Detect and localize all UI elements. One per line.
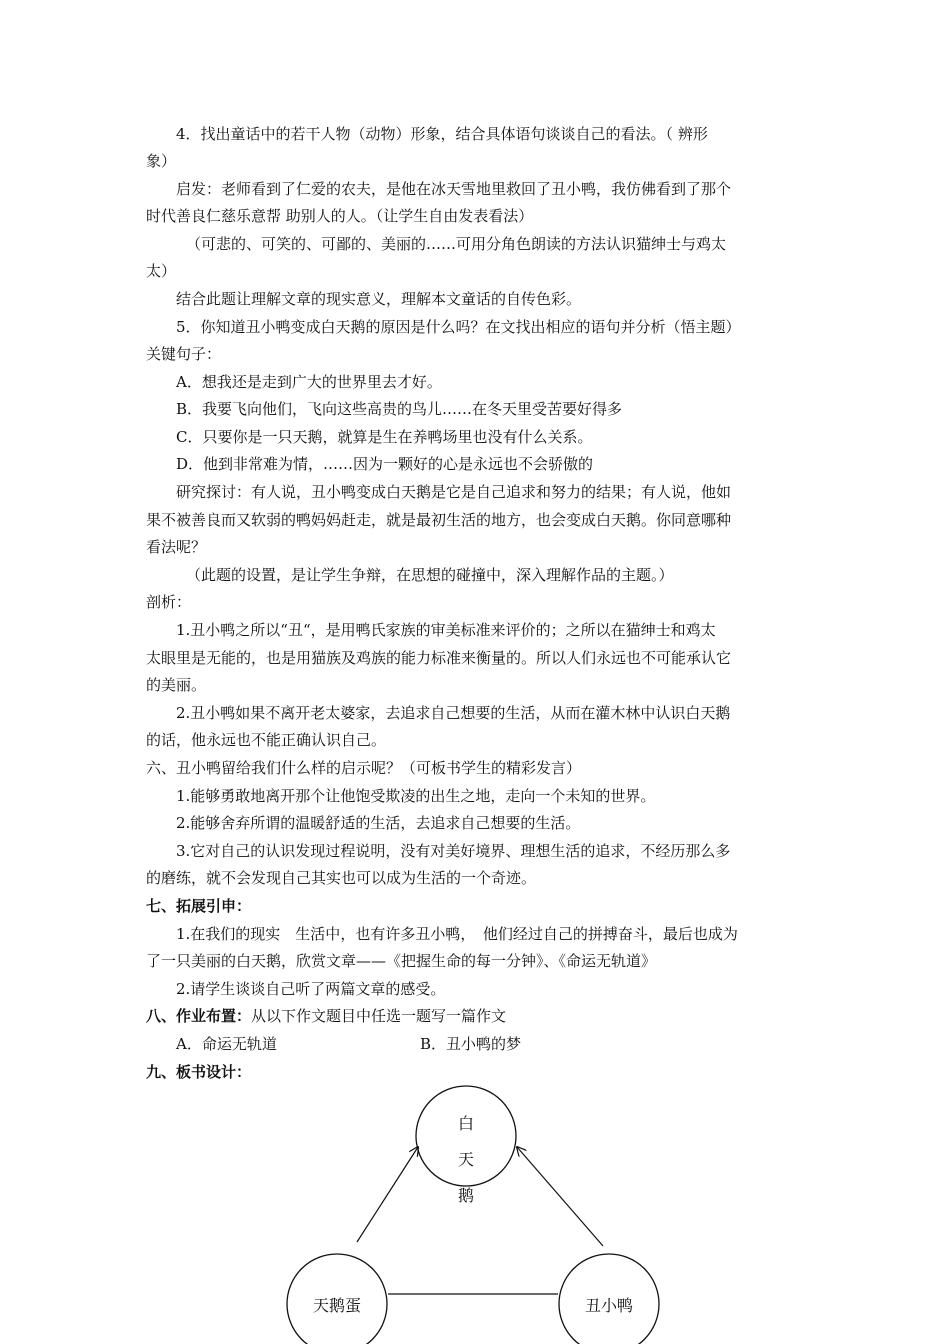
text-line: 3.它对自己的认识发现过程说明，没有对美好境界、理想生活的追求，不经历那么多 (176, 842, 731, 860)
swan-char-3: 鹅 (457, 1186, 475, 1205)
text-line: 2.丑小鸭如果不离开老太婆家，去追求自己想要的生活，从而在灌木林中认识白天鹅 (176, 704, 731, 722)
key-sentence-a: A．想我还是走到广大的世界里去才好。 (176, 373, 442, 391)
text-line: 果不被善良而又软弱的鸭妈妈赶走，就是最初生活的地方，也会变成白天鹅。你同意哪种 (146, 511, 732, 529)
text-line: 时代善良仁慈乐意帮 助别人的人。（让学生自由发表看法） (146, 207, 534, 225)
text-line: 2.请学生谈谈自己听了两篇文章的感受。 (176, 980, 446, 998)
text-line: 太眼里是无能的，也是用猫族及鸡族的能力标准来衡量的。所以人们永远也不可能承认它 (146, 649, 732, 667)
text-line: （此题的设置，是让学生争辩，在思想的碰撞中，深入理解作品的主题。） (186, 566, 674, 584)
text-line: （可悲的、可笑的、可鄙的、美丽的……可用分角色朗读的方法认识猫绅士与鸡太 (186, 235, 727, 253)
key-sentence-c: C．只要你是一只天鹅，就算是生在养鸭场里也没有什么关系。 (176, 428, 593, 446)
text-line: 的话，他永远也不能正确认识自己。 (146, 731, 387, 749)
homework-text: 从以下作文题目中任选一题写一篇作文 (251, 1007, 507, 1025)
text-line: 启发：老师看到了仁爱的农夫，是他在冰天雪地里救回了丑小鸭，我仿佛看到了那个 (176, 180, 732, 198)
text-line: 1.能够勇敢地离开那个让他饱受欺凌的出生之地，走向一个未知的世界。 (176, 787, 656, 805)
text-line: 看法呢？ (146, 538, 207, 556)
egg-label: 天鹅蛋 (312, 1296, 362, 1315)
homework-option-a: A．命运无轨道 (176, 1035, 277, 1053)
homework-option-b: B．丑小鸭的梦 (420, 1035, 522, 1053)
text-line: 的磨练，就不会发现自己其实也可以成为生活的一个奇迹。 (146, 869, 537, 887)
text-line: 1.在我们的现实 生活中，也有许多丑小鸭， 他们经过自己的拼搏奋斗，最后也成为 (176, 925, 738, 943)
text-line: 的美丽。 (146, 676, 207, 694)
swan-char-2: 天 (457, 1150, 475, 1169)
question-5: 5．你知道丑小鸭变成白天鹅的原因是什么吗？在文找出相应的语句并分析（悟主题） (176, 318, 741, 336)
duckling-label: 丑小鸭 (584, 1296, 634, 1315)
text-line: 剖析： (146, 593, 192, 611)
text-line: 关键句子： (146, 345, 222, 363)
homework-heading: 八、作业布置： (146, 1007, 252, 1025)
text-line: 结合此题让理解文章的现实意义，理解本文童话的自传色彩。 (176, 290, 582, 308)
text-line: 了一只美丽的白天鹅，欣赏文章——《把握生命的每一分钟》、《命运无轨道》 (146, 952, 657, 970)
text-line: 1.丑小鸭之所以“丑“，是用鸭氏家族的审美标准来评价的；之所以在猫绅士和鸡太 (176, 621, 716, 639)
text-line: 研究探讨：有人说，丑小鸭变成白天鹅是它是自己追求和努力的结果；有人说，他如 (176, 483, 732, 501)
swan-circle (416, 1086, 516, 1186)
section-6-heading: 六、丑小鸭留给我们什么样的启示呢？（可板书学生的精彩发言） (146, 759, 582, 777)
text-line: 2.能够舍弃所谓的温暖舒适的生活，去追求自己想要的生活。 (176, 814, 581, 832)
arrow-egg-to-swan (357, 1147, 418, 1242)
swan-char-1: 白 (457, 1114, 475, 1133)
key-sentence-d: D．他到非常难为情，……因为一颗好的心是永远也不会骄傲的 (176, 455, 594, 473)
section-7-heading: 七、拓展引申： (146, 897, 252, 915)
key-sentence-b: B．我要飞向他们，飞向这些高贵的鸟儿……在冬天里受苦要好得多 (176, 400, 623, 418)
arrow-duckling-to-swan (517, 1147, 603, 1246)
question-4: 4．找出童话中的若干人物（动物）形象，结合具体语句谈谈自己的看法。（ 辨形 (176, 125, 708, 143)
board-design-heading: 九、板书设计： (146, 1063, 252, 1081)
text-line: 象） (146, 152, 177, 170)
text-line: 太） (146, 262, 177, 280)
